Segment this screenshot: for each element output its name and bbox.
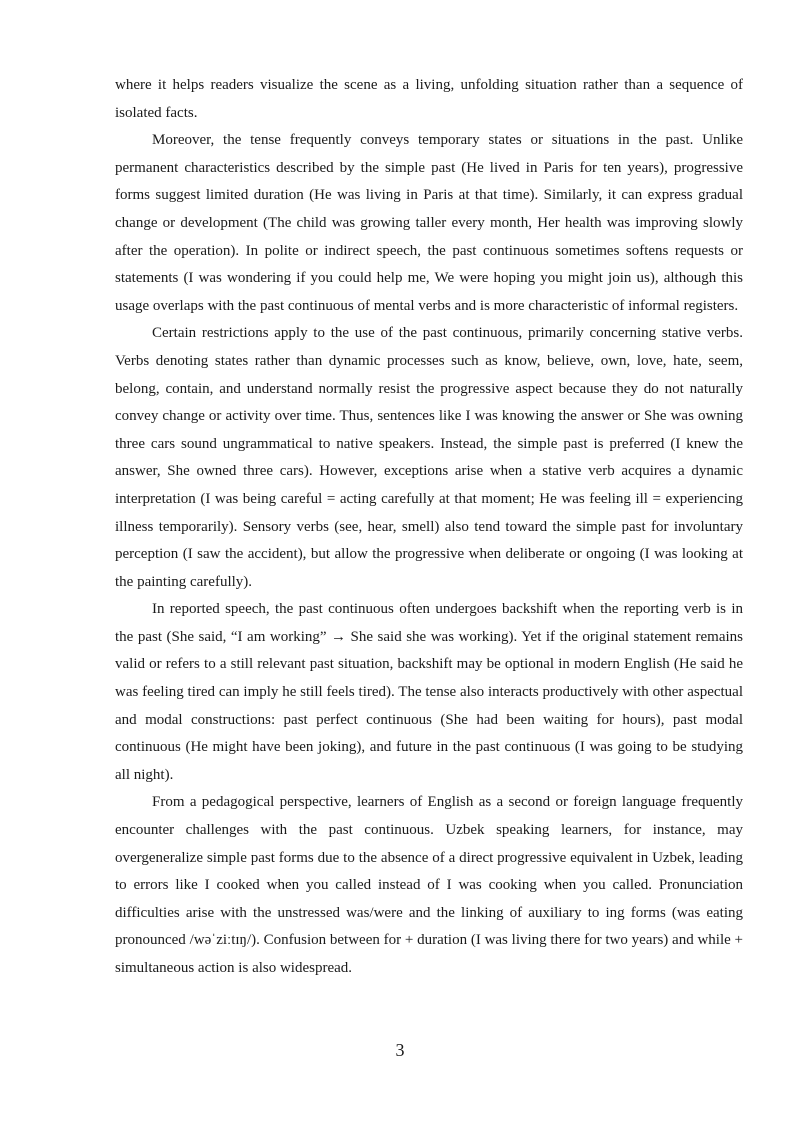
paragraph-reported-speech: In reported speech, the past continuous often undergoes backshift when the reporting verb is in the past (She said, “I am working” → She said she was working). Yet if the original statement remains valid or refers to a still relevant past situation, backshift may be optional in modern English (He said he was feeling tired can imply he still feels tired). The tense also interacts productively with other aspectual and modal constructions: past perfect continuous (She had been waiting for hours), past modal continuous (He might have been joking), and future in the past continuous (I was going to be studying all night). [115,601,743,783]
page-number: 3 [395,1040,405,1060]
paragraph-continuation: where it helps readers visualize the scene as a living, unfolding situation rather than a sequence of isolated facts. [115,77,743,121]
paragraph-temporary-states: Moreover, the tense frequently conveys temporary states or situations in the past. Unlike permanent characteristics described by the simple past (He lived in Paris for ten years), progressive forms suggest limited duration (He was living in Paris at that time). Similarly, it can express gradual change or development (The child was growing taller every month, Her health was improving slowly after the operation). In polite or indirect speech, the past continuous sometimes softens requests or statements (I was wondering if you could help me, We were hoping you might join us), although this usage overlaps with the past continuous of mental verbs and is more characteristic of informal registers. [115,132,743,314]
paragraph-stative-verbs: Certain restrictions apply to the use of the past continuous, primarily concerning stative verbs. Verbs denoting states rather than dynamic processes such as know, believe, own, love, hate, seem, belong, contain, and understand normally resist the progressive aspect because they do not naturally convey change or activity over time. Thus, sentences like I was knowing the answer or She was owning three cars sound ungrammatical to native speakers. Instead, the simple past is preferred (I knew the answer, She owned three cars). However, exceptions arise when a stative verb acquires a dynamic interpretation (I was being careful = acting carefully at that moment; He was feeling ill = experiencing illness temporarily). Sensory verbs (see, hear, smell) also tend toward the simple past for involuntary perception (I saw the accident), but allow the progressive when deliberate or ongoing (I was looking at the painting carefully). [115,325,743,590]
paragraph-pedagogical: From a pedagogical perspective, learners of English as a second or foreign language frequently encounter challenges with the past continuous. Uzbek speaking learners, for instance, may overgeneralize simple past forms due to the absence of a direct progressive equivalent in Uzbek, leading to errors like I cooked when you called instead of I was cooking when you called. Pronunciation difficulties arise with the unstressed was/were and the linking of auxiliary to ing forms (was eating pronounced /wəˈziːtɪŋ/). Confusion between for + duration (I was living there for two years) and while + simultaneous action is also widespread. [115,794,743,976]
document-body [115,72,743,983]
